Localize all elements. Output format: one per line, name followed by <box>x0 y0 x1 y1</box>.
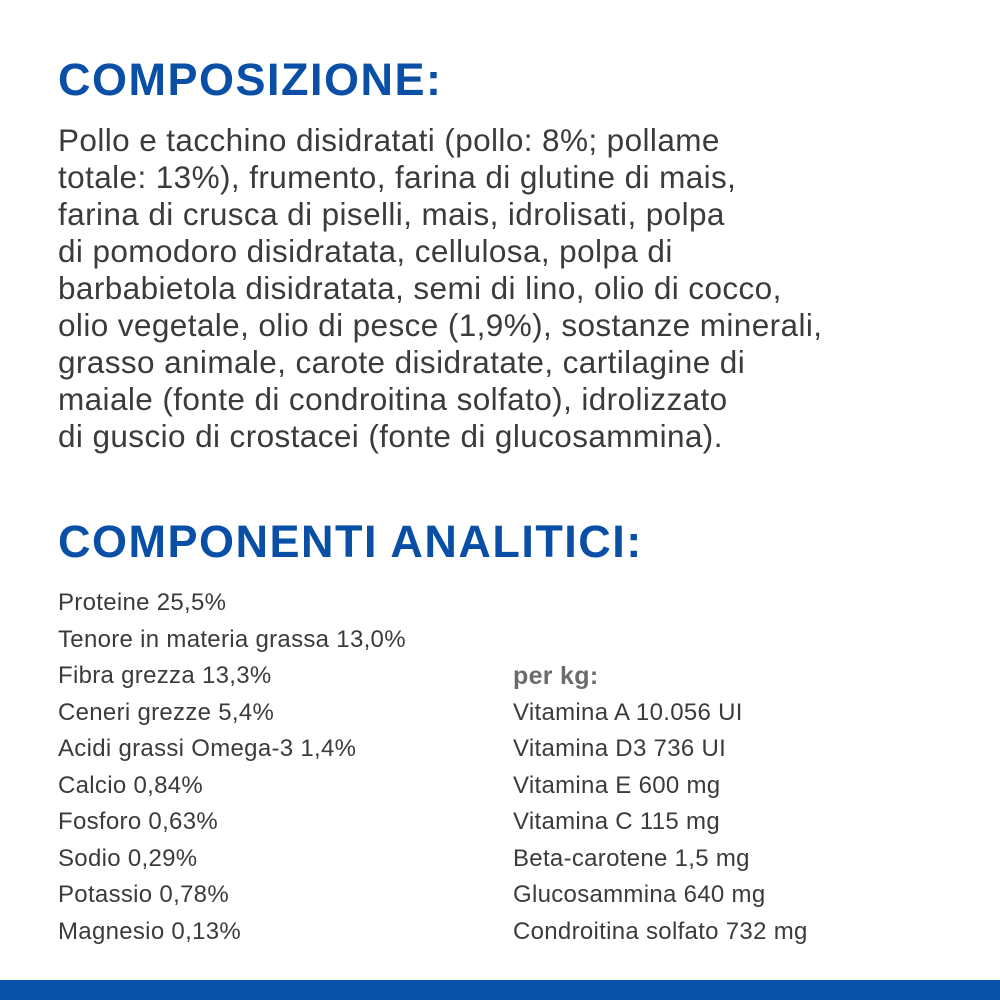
composition-line: di guscio di crostacei (fonte di glucosammina). <box>58 418 723 454</box>
vitamin-item: Condroitina solfato 732 mg <box>513 917 808 945</box>
composition-line: totale: 13%), frumento, farina di glutine di mais, <box>58 159 737 195</box>
analytical-list <box>58 585 406 950</box>
vitamin-item: Glucosammina 640 mg <box>513 881 766 908</box>
analytical-item: Fibra grezza 13,3% <box>58 662 272 689</box>
composition-line: maiale (fonte di condroitina solfato), idrolizzato <box>58 381 728 417</box>
analytical-item: Fosforo 0,63% <box>58 808 218 835</box>
composition-line: grasso animale, carote disidratate, cartilagine di <box>58 344 746 380</box>
analytical-item: Acidi grassi Omega-3 1,4% <box>58 735 357 762</box>
analytical-heading: COMPONENTI ANALITICI: <box>58 516 643 567</box>
vitamin-item: Vitamina C 115 mg <box>513 808 720 835</box>
per-kg-list <box>513 658 808 950</box>
composition-line: farina di crusca di piselli, mais, idrolisati, polpa <box>58 196 725 232</box>
analytical-item: Proteine 25,5% <box>58 589 227 616</box>
composition-heading: COMPOSIZIONE: <box>58 54 443 105</box>
vitamin-item: Vitamina E 600 mg <box>513 771 721 799</box>
analytical-item: Potassio 0,78% <box>58 881 229 908</box>
footer-bar <box>0 980 1000 1000</box>
analytical-item: Sodio 0,29% <box>58 844 198 872</box>
vitamin-item: Vitamina D3 736 UI <box>513 735 727 762</box>
composition-line: Pollo e tacchino disidratati (pollo: 8%; pollame <box>58 122 720 158</box>
composition-line: di pomodoro disidratata, cellulosa, polpa di <box>58 233 673 269</box>
per-kg-label: per kg: <box>513 662 599 690</box>
composition-line: barbabietola disidratata, semi di lino, olio di cocco, <box>58 270 782 306</box>
composition-text <box>58 122 822 455</box>
analytical-item: Calcio 0,84% <box>58 771 204 799</box>
vitamin-item: Vitamina A 10.056 UI <box>513 698 743 726</box>
composition-line: olio vegetale, olio di pesce (1,9%), sostanze minerali, <box>58 307 823 343</box>
vitamin-item: Beta-carotene 1,5 mg <box>513 844 750 872</box>
analytical-item: Magnesio 0,13% <box>58 917 241 945</box>
analytical-item: Tenore in materia grassa 13,0% <box>58 625 406 653</box>
analytical-item: Ceneri grezze 5,4% <box>58 698 275 726</box>
